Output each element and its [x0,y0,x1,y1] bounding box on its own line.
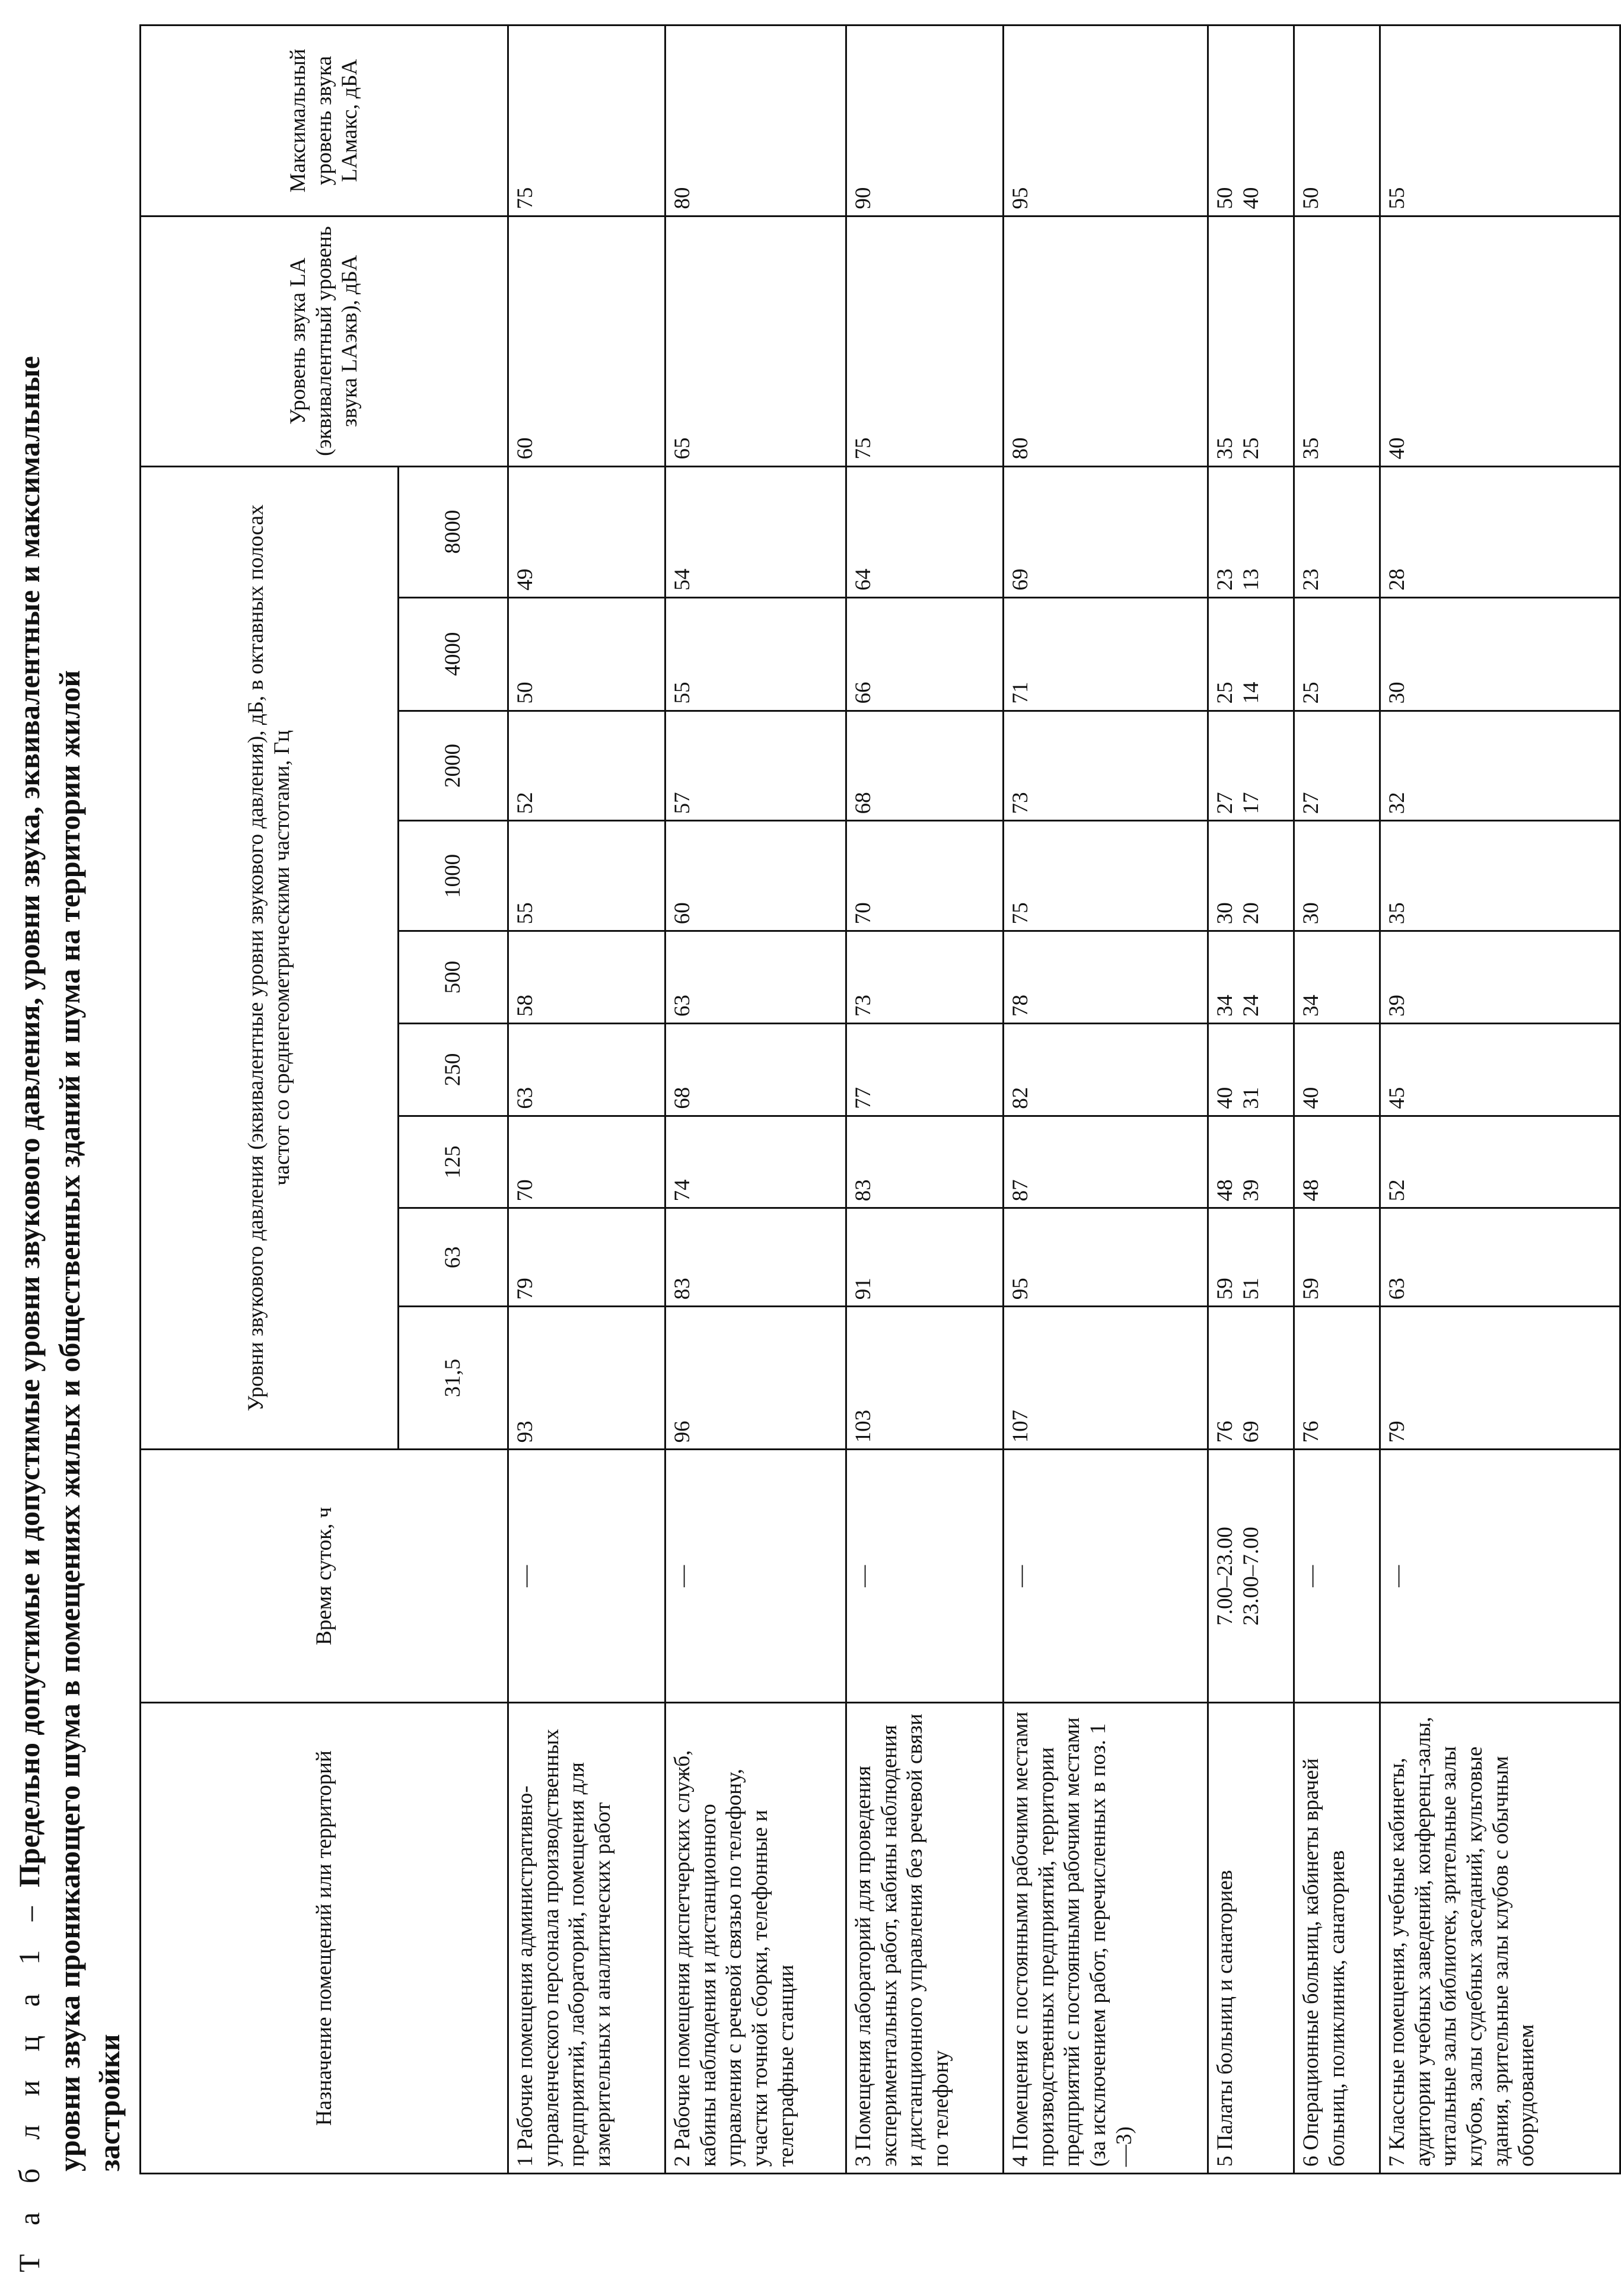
row-level-value: 87 [1004,1116,1208,1208]
row-level-value: 82 [1004,1023,1208,1116]
row-level-value: 63 [665,931,846,1024]
row-level-value: 39 [1380,931,1620,1024]
row-level-value: 70 [508,1116,665,1208]
row-level-value: 63 [1380,1208,1620,1307]
row-time: — [846,1450,1004,1703]
row-la-value: 35 [1294,216,1380,466]
row-level-value: 66 [846,597,1004,711]
row-level-value: 91 [846,1208,1004,1307]
row-level-value: 45 [1380,1023,1620,1116]
row-name: 3 Помещения лабораторий для проведения экспериментальных работ, кабины наблюдения и дистанционного управления без речевой связи по телефону [846,1703,1004,2174]
row-level-value: 52 [1380,1116,1620,1208]
table-caption-label: Т а б л и ц а 1 – [12,1896,46,2272]
row-level-value: 69 [1004,466,1208,597]
row-level-value: 34 [1294,931,1380,1024]
table-caption-line-2: уровни звука проникающего шума в помещениях жилых и общественных зданий и шума на территории жилой [53,670,86,2171]
row-level-value: 25 14 [1208,597,1294,711]
row-time: — [1294,1450,1380,1703]
row-time: 7.00–23.00 23.00–7.00 [1208,1450,1294,1703]
row-level-value: 79 [508,1208,665,1307]
header-row-1 [141,26,399,2174]
header-freq: 250 [399,1023,508,1116]
row-level-value: 28 [1380,466,1620,597]
row-name: 6 Операционные больниц, кабинеты врачей больниц, поликлиник, санаториев [1294,1703,1380,2174]
row-level-value: 74 [665,1116,846,1208]
row-lmax-value: 75 [508,26,665,216]
row-level-value: 48 39 [1208,1116,1294,1208]
row-level-value: 75 [1004,821,1208,931]
row-level-value: 64 [846,466,1004,597]
row-level-value: 79 [1380,1307,1620,1450]
table-caption-line-3: застройки [93,2034,126,2171]
header-freq: 1000 [399,821,508,931]
row-level-value: 71 [1004,597,1208,711]
table-row [508,26,665,2174]
table-row [846,26,1004,2174]
row-level-value: 95 [1004,1208,1208,1307]
table-row [665,26,846,2174]
row-lmax-value: 95 [1004,26,1208,216]
row-level-value: 77 [846,1023,1004,1116]
row-level-value: 78 [1004,931,1208,1024]
row-level-value: 107 [1004,1307,1208,1450]
row-level-value: 76 [1294,1307,1380,1450]
header-name: Назначение помещений или территорий [141,1703,508,2174]
row-level-value: 58 [508,931,665,1024]
row-level-value: 54 [665,466,846,597]
header-freq: 8000 [399,466,508,597]
row-level-value: 63 [508,1023,665,1116]
table-row [1208,26,1294,2174]
row-level-value: 103 [846,1307,1004,1450]
row-level-value: 23 13 [1208,466,1294,597]
row-level-value: 30 [1294,821,1380,931]
row-level-value: 32 [1380,711,1620,821]
row-level-value: 34 24 [1208,931,1294,1024]
row-level-value: 55 [508,821,665,931]
table-caption-title: Предельно допустимые и допустимые уровни звукового давления, уровни звука, эквивалентные и максимальные [12,356,46,1888]
row-level-value: 25 [1294,597,1380,711]
row-la-value: 80 [1004,216,1208,466]
row-level-value: 27 17 [1208,711,1294,821]
row-name: 5 Палаты больниц и санаториев [1208,1703,1294,2174]
header-freq: 2000 [399,711,508,821]
row-level-value: 73 [846,931,1004,1024]
row-level-value: 50 [508,597,665,711]
row-level-value: 49 [508,466,665,597]
row-lmax-value: 80 [665,26,846,216]
row-la-value: 75 [846,216,1004,466]
row-level-value: 52 [508,711,665,821]
header-freq: 31,5 [399,1307,508,1450]
row-level-value: 93 [508,1307,665,1450]
row-name: 2 Рабочие помещения диспетчерских служб, кабины наблюдения и дистанционного управления с речевой связью по телефону, участки точной сборки, телефонные и телеграфные станции [665,1703,846,2174]
row-level-value: 59 51 [1208,1208,1294,1307]
header-la-eq: Уровень звука LA (эквивалентный уровень звука LAэкв), дБА [141,216,508,466]
noise-norms-table [139,24,1621,2174]
row-la-value: 40 [1380,216,1620,466]
row-level-value: 68 [665,1023,846,1116]
header-freq: 500 [399,931,508,1024]
row-level-value: 57 [665,711,846,821]
row-lmax-value: 55 [1380,26,1620,216]
row-name: 7 Классные помещения, учебные кабинеты, аудитории учебных заведений, конференц-залы, читальные залы библиотек, зрительные залы клубов, залы судебных заседаний, культовые здания, зрительные залы клубов с обычным оборудованием [1380,1703,1620,2174]
row-level-value: 40 [1294,1023,1380,1116]
row-level-value: 68 [846,711,1004,821]
header-time: Время суток, ч [141,1450,508,1703]
row-level-value: 83 [846,1116,1004,1208]
row-la-value: 65 [665,216,846,466]
table-row [1294,26,1380,2174]
header-freq: 63 [399,1208,508,1307]
header-la-max: Максимальный уровень звука LAмакс, дБА [141,26,508,216]
table-caption-line-1 [12,356,46,2272]
row-level-value: 30 [1380,597,1620,711]
header-levels-group: Уровни звукового давления (эквивалентные уровни звукового давления), дБ, в октавных полосах частот со среднегеометрическими частотами, Гц [141,466,399,1450]
row-level-value: 48 [1294,1116,1380,1208]
row-level-value: 35 [1380,821,1620,931]
table-row [1380,26,1620,2174]
row-la-value: 35 25 [1208,216,1294,466]
table-row [1004,26,1208,2174]
row-level-value: 55 [665,597,846,711]
row-lmax-value: 50 40 [1208,26,1294,216]
row-level-value: 73 [1004,711,1208,821]
row-level-value: 23 [1294,466,1380,597]
row-time: — [1380,1450,1620,1703]
row-level-value: 27 [1294,711,1380,821]
row-level-value: 70 [846,821,1004,931]
row-level-value: 40 31 [1208,1023,1294,1116]
row-level-value: 83 [665,1208,846,1307]
row-level-value: 59 [1294,1208,1380,1307]
row-la-value: 60 [508,216,665,466]
row-level-value: 76 69 [1208,1307,1294,1450]
row-name: 4 Помещения с постоянными рабочими местами производственных предприятий, территории предприятий с постоянными рабочими местами (за исключением работ, перечисленных в поз. 1—3) [1004,1703,1208,2174]
header-freq: 4000 [399,597,508,711]
row-time: — [1004,1450,1208,1703]
row-time: — [665,1450,846,1703]
row-level-value: 60 [665,821,846,931]
row-lmax-value: 50 [1294,26,1380,216]
row-name: 1 Рабочие помещения административно-управленческого персонала производственных предприятий, лабораторий, помещения для измерительных и аналитических работ [508,1703,665,2174]
row-lmax-value: 90 [846,26,1004,216]
row-level-value: 30 20 [1208,821,1294,931]
row-time: — [508,1450,665,1703]
row-level-value: 96 [665,1307,846,1450]
header-freq: 125 [399,1116,508,1208]
